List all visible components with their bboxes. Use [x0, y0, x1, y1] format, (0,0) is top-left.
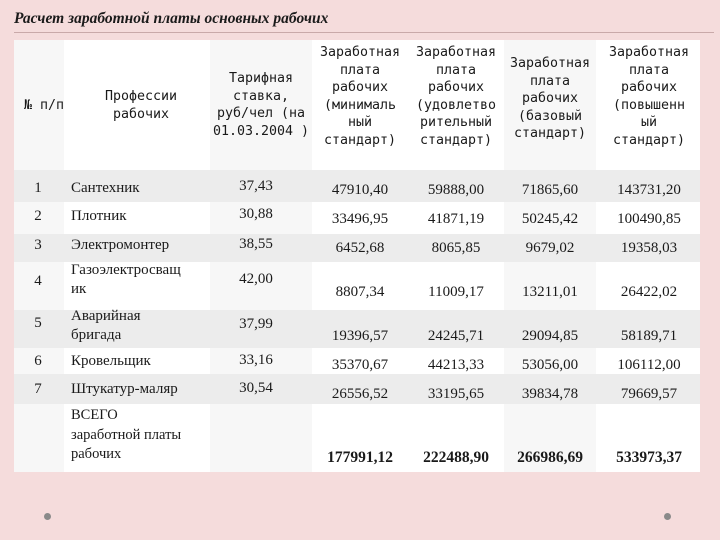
row-6-num: 6 — [34, 353, 42, 369]
row-4-base: 13211,01 — [522, 284, 578, 300]
row-7-profession: Штукатур-маляр — [71, 381, 178, 397]
row-7-high: 79669,57 — [620, 386, 678, 402]
row-5-rate: 37,99 — [239, 316, 273, 332]
row-2-base: 50245,42 — [521, 211, 579, 227]
total-high: 533973,37 — [616, 449, 682, 466]
row-2-high: 100490,85 — [617, 211, 681, 227]
header-min — [312, 40, 408, 170]
total-base: 266986,69 — [517, 449, 583, 466]
header-num — [14, 40, 74, 170]
row-4-sat: 11009,17 — [428, 284, 484, 300]
row-3-high: 19358,03 — [620, 240, 678, 256]
header-high-label: Заработная плата рабочих (повышенн ый стандарт) — [608, 45, 690, 148]
row-5-sat: 24245,71 — [427, 328, 485, 344]
row-1-num: 1 — [34, 180, 42, 196]
row-7-num: 7 — [34, 381, 42, 397]
header-sat-label: Заработная плата рабочих (удовлетво рительный стандарт) — [415, 45, 497, 148]
row-6-sat: 44213,33 — [427, 357, 485, 373]
header-rate-label: Тарифная ставка, руб/чел (на 01.03.2004 ) — [212, 71, 310, 139]
row-6-min: 35370,67 — [331, 357, 389, 373]
total-min: 177991,12 — [327, 449, 393, 466]
header-profession — [76, 40, 206, 170]
row-5-base: 29094,85 — [521, 328, 579, 344]
row-3-rate: 38,55 — [239, 236, 273, 252]
page-title: Расчет заработной платы основных рабочих — [14, 10, 714, 33]
row-7-rate: 30,54 — [239, 380, 273, 396]
row-4-profession: Газоэлектросващ ик — [71, 262, 181, 297]
header-sat — [408, 40, 504, 170]
total-label: ВСЕГО заработной платы рабочих — [71, 407, 182, 462]
row-2-profession: Плотник — [71, 208, 127, 224]
row-7-sat: 33195,65 — [427, 386, 485, 402]
header-min-label: Заработная плата рабочих (минималь ный стандарт) — [319, 45, 401, 148]
row-1-sat: 59888,00 — [427, 182, 485, 198]
row-2-rate: 30,88 — [239, 206, 273, 222]
row-7-base: 39834,78 — [521, 386, 579, 402]
row-4-num: 4 — [34, 273, 42, 289]
header-rate — [210, 40, 312, 170]
header-num-label: № п/п — [23, 98, 65, 113]
row-4-rate: 42,00 — [239, 271, 273, 287]
row-3-sat: 8065,85 — [431, 240, 481, 256]
row-5-min: 19396,57 — [331, 328, 389, 344]
row-1-min: 47910,40 — [331, 182, 389, 198]
header-high — [598, 40, 700, 170]
salary-table — [14, 40, 700, 472]
row-1-high: 143731,20 — [617, 182, 681, 198]
row-6-base: 53056,00 — [521, 357, 579, 373]
row-5-num: 5 — [34, 315, 42, 331]
row-1-base: 71865,60 — [521, 182, 579, 198]
row-6-high: 106112,00 — [617, 357, 681, 373]
row-4-high: 26422,02 — [620, 284, 678, 300]
row-7-min: 26556,52 — [331, 386, 389, 402]
row-3-num: 3 — [34, 237, 42, 253]
row-4-min: 8807,34 — [335, 284, 385, 300]
row-1-profession: Сантехник — [71, 180, 140, 196]
header-profession-label: Профессии рабочих — [104, 89, 178, 122]
decor-dot-left — [44, 513, 51, 520]
row-1-rate: 37,43 — [239, 178, 273, 194]
header-base-label: Заработная плата рабочих (базовый стандарт) — [509, 56, 591, 141]
row-5-profession: Аварийная бригада — [71, 308, 141, 343]
row-2-sat: 41871,19 — [427, 211, 485, 227]
header-base — [504, 40, 596, 170]
decor-dot-right — [664, 513, 671, 520]
row-2-min: 33496,95 — [331, 211, 389, 227]
row-3-profession: Электромонтер — [71, 237, 170, 253]
row-5-high: 58189,71 — [620, 328, 678, 344]
row-6-profession: Кровельщик — [71, 353, 151, 369]
row-3-base: 9679,02 — [525, 240, 575, 256]
row-6-rate: 33,16 — [239, 352, 273, 368]
row-2-num: 2 — [34, 208, 42, 224]
row-3-min: 6452,68 — [335, 240, 385, 256]
total-sat: 222488,90 — [423, 449, 489, 466]
